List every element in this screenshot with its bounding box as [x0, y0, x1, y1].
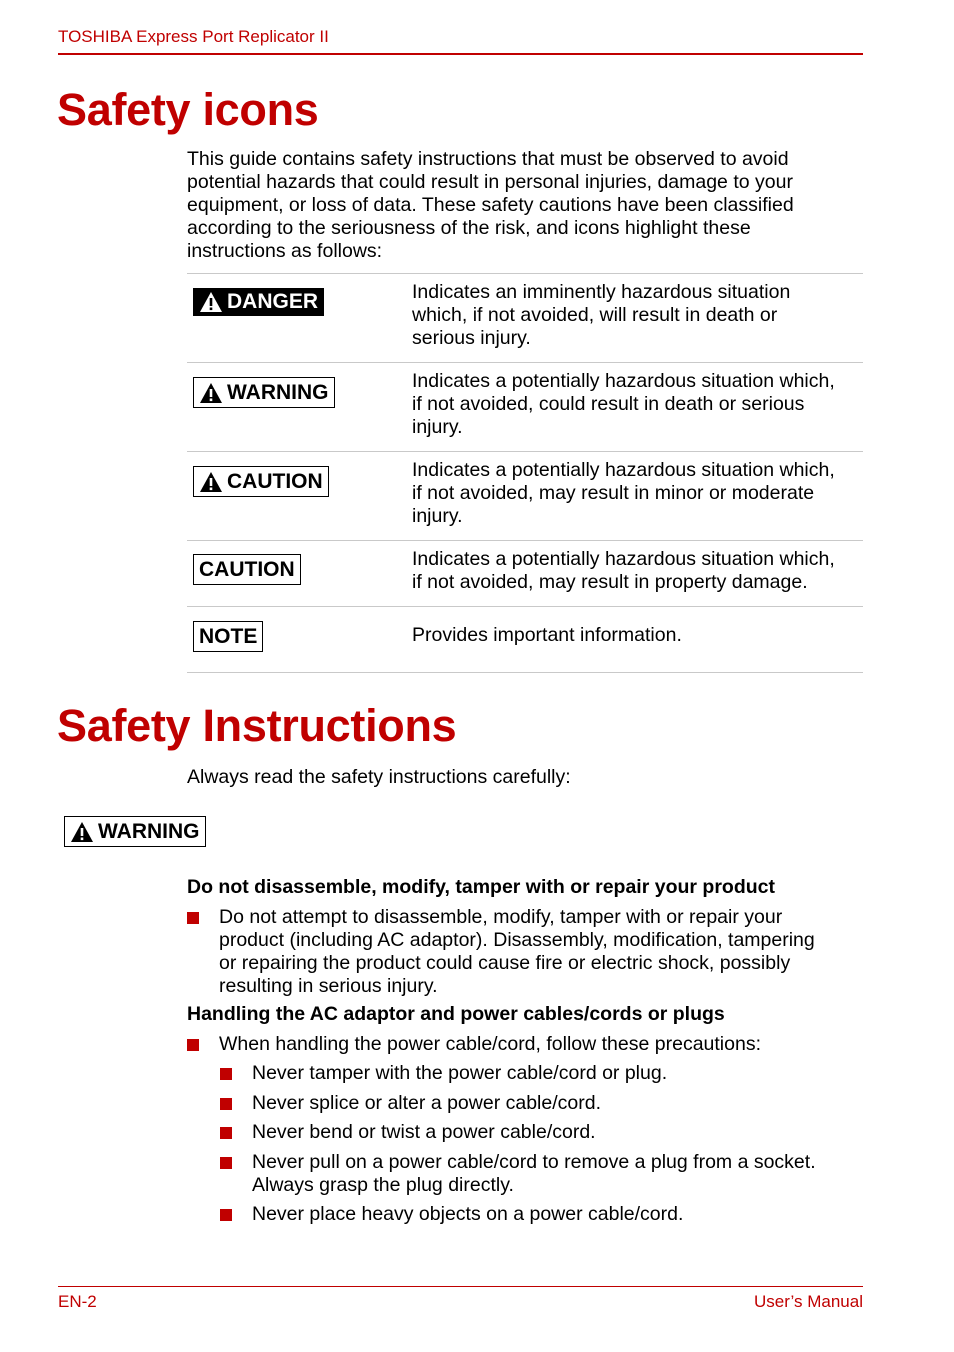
list-line: product (including AC adaptor). Disassembly, modification, tampering: [219, 929, 815, 951]
list-item-text: Never bend or twist a power cable/cord.: [252, 1121, 596, 1143]
intro-line: This guide contains safety instructions that must be observed to avoid: [187, 148, 789, 170]
table-row-danger: [187, 273, 863, 362]
list-line: Never pull on a power cable/cord to remove a plug from a socket.: [252, 1151, 816, 1173]
desc-line: if not avoided, may result in property damage.: [412, 571, 808, 593]
list-line: or repairing the product could cause fire or electric shock, possibly: [219, 952, 791, 974]
caution-property-description: [412, 548, 862, 594]
running-header: TOSHIBA Express Port Replicator II: [58, 27, 329, 46]
list-line: Always grasp the plug directly.: [252, 1174, 514, 1196]
list-line: Do not attempt to disassemble, modify, tamper with or repair your: [219, 906, 783, 928]
warning-label: [64, 816, 206, 847]
warning-label-text: WARNING: [98, 819, 200, 843]
bullet-square-icon: [220, 1209, 232, 1221]
caution-label-text: CAUTION: [199, 557, 295, 581]
safety-instructions-intro: Always read the safety instructions carefully:: [187, 766, 571, 788]
note-label: [193, 621, 263, 652]
list-item-text: When handling the power cable/cord, follow these precautions:: [219, 1033, 761, 1055]
list-item-text: Never splice or alter a power cable/cord.: [252, 1092, 601, 1114]
list-item-text: [252, 1151, 892, 1197]
note-label-text: NOTE: [199, 624, 258, 648]
desc-line: Indicates a potentially hazardous situation which,: [412, 459, 835, 481]
list-item-text: Never place heavy objects on a power cable/cord.: [252, 1203, 684, 1225]
safety-icons-table: [187, 273, 863, 673]
subheading-disassemble: Do not disassemble, modify, tamper with or repair your product: [187, 876, 775, 898]
manual-title: User’s Manual: [754, 1292, 863, 1311]
caution-label-text: CAUTION: [227, 469, 323, 493]
desc-line: Indicates a potentially hazardous situation which,: [412, 370, 835, 392]
desc-line: serious injury.: [412, 327, 531, 349]
danger-label: [193, 288, 324, 316]
heading-safety-instructions: Safety Instructions: [57, 700, 457, 751]
heading-safety-icons: Safety icons: [57, 84, 319, 135]
danger-description: [412, 281, 862, 350]
danger-label-text: DANGER: [227, 290, 319, 313]
bullet-square-icon: [187, 1039, 199, 1051]
safety-icons-intro: [187, 148, 847, 263]
bullet-square-icon: [187, 912, 199, 924]
intro-line: equipment, or loss of data. These safety cautions have been classified: [187, 194, 794, 216]
table-row-warning: [187, 362, 863, 451]
bullet-square-icon: [220, 1068, 232, 1080]
desc-line: which, if not avoided, will result in death or: [412, 304, 778, 326]
intro-line: potential hazards that could result in personal injuries, damage to your: [187, 171, 793, 193]
bullet-square-icon: [220, 1098, 232, 1110]
desc-line: Provides important information.: [412, 624, 682, 646]
desc-line: Indicates a potentially hazardous situation which,: [412, 548, 835, 570]
caution-icon-label: [193, 466, 329, 497]
footer-rule: [58, 1286, 863, 1287]
warning-triangle-icon: [70, 821, 94, 843]
caution-injury-description: [412, 459, 862, 528]
warning-triangle-icon: [199, 382, 223, 404]
desc-line: if not avoided, may result in minor or moderate: [412, 482, 815, 504]
warning-label: [193, 377, 335, 408]
bullet-square-icon: [220, 1127, 232, 1139]
list-line: resulting in serious injury.: [219, 975, 438, 997]
desc-line: injury.: [412, 416, 463, 438]
bullet-square-icon: [220, 1157, 232, 1169]
list-item-text: [219, 906, 859, 998]
table-row-note: [187, 606, 863, 673]
table-row-caution-property: [187, 540, 863, 606]
desc-line: injury.: [412, 505, 463, 527]
note-description: [412, 624, 862, 647]
intro-line: according to the seriousness of the risk, and icons highlight these: [187, 217, 751, 239]
subheading-ac-adaptor: Handling the AC adaptor and power cables/cords or plugs: [187, 1003, 725, 1025]
warning-triangle-icon: [199, 471, 223, 493]
intro-line: instructions as follows:: [187, 240, 383, 262]
header-rule: [58, 53, 863, 55]
desc-line: Indicates an imminently hazardous situation: [412, 281, 791, 303]
page-number: EN-2: [58, 1292, 97, 1311]
warning-triangle-icon: [199, 291, 223, 313]
warning-description: [412, 370, 862, 439]
table-row-caution-injury: [187, 451, 863, 540]
warning-label-text: WARNING: [227, 380, 329, 404]
caution-label: [193, 554, 301, 585]
list-item-text: Never tamper with the power cable/cord or plug.: [252, 1062, 668, 1084]
desc-line: if not avoided, could result in death or serious: [412, 393, 805, 415]
